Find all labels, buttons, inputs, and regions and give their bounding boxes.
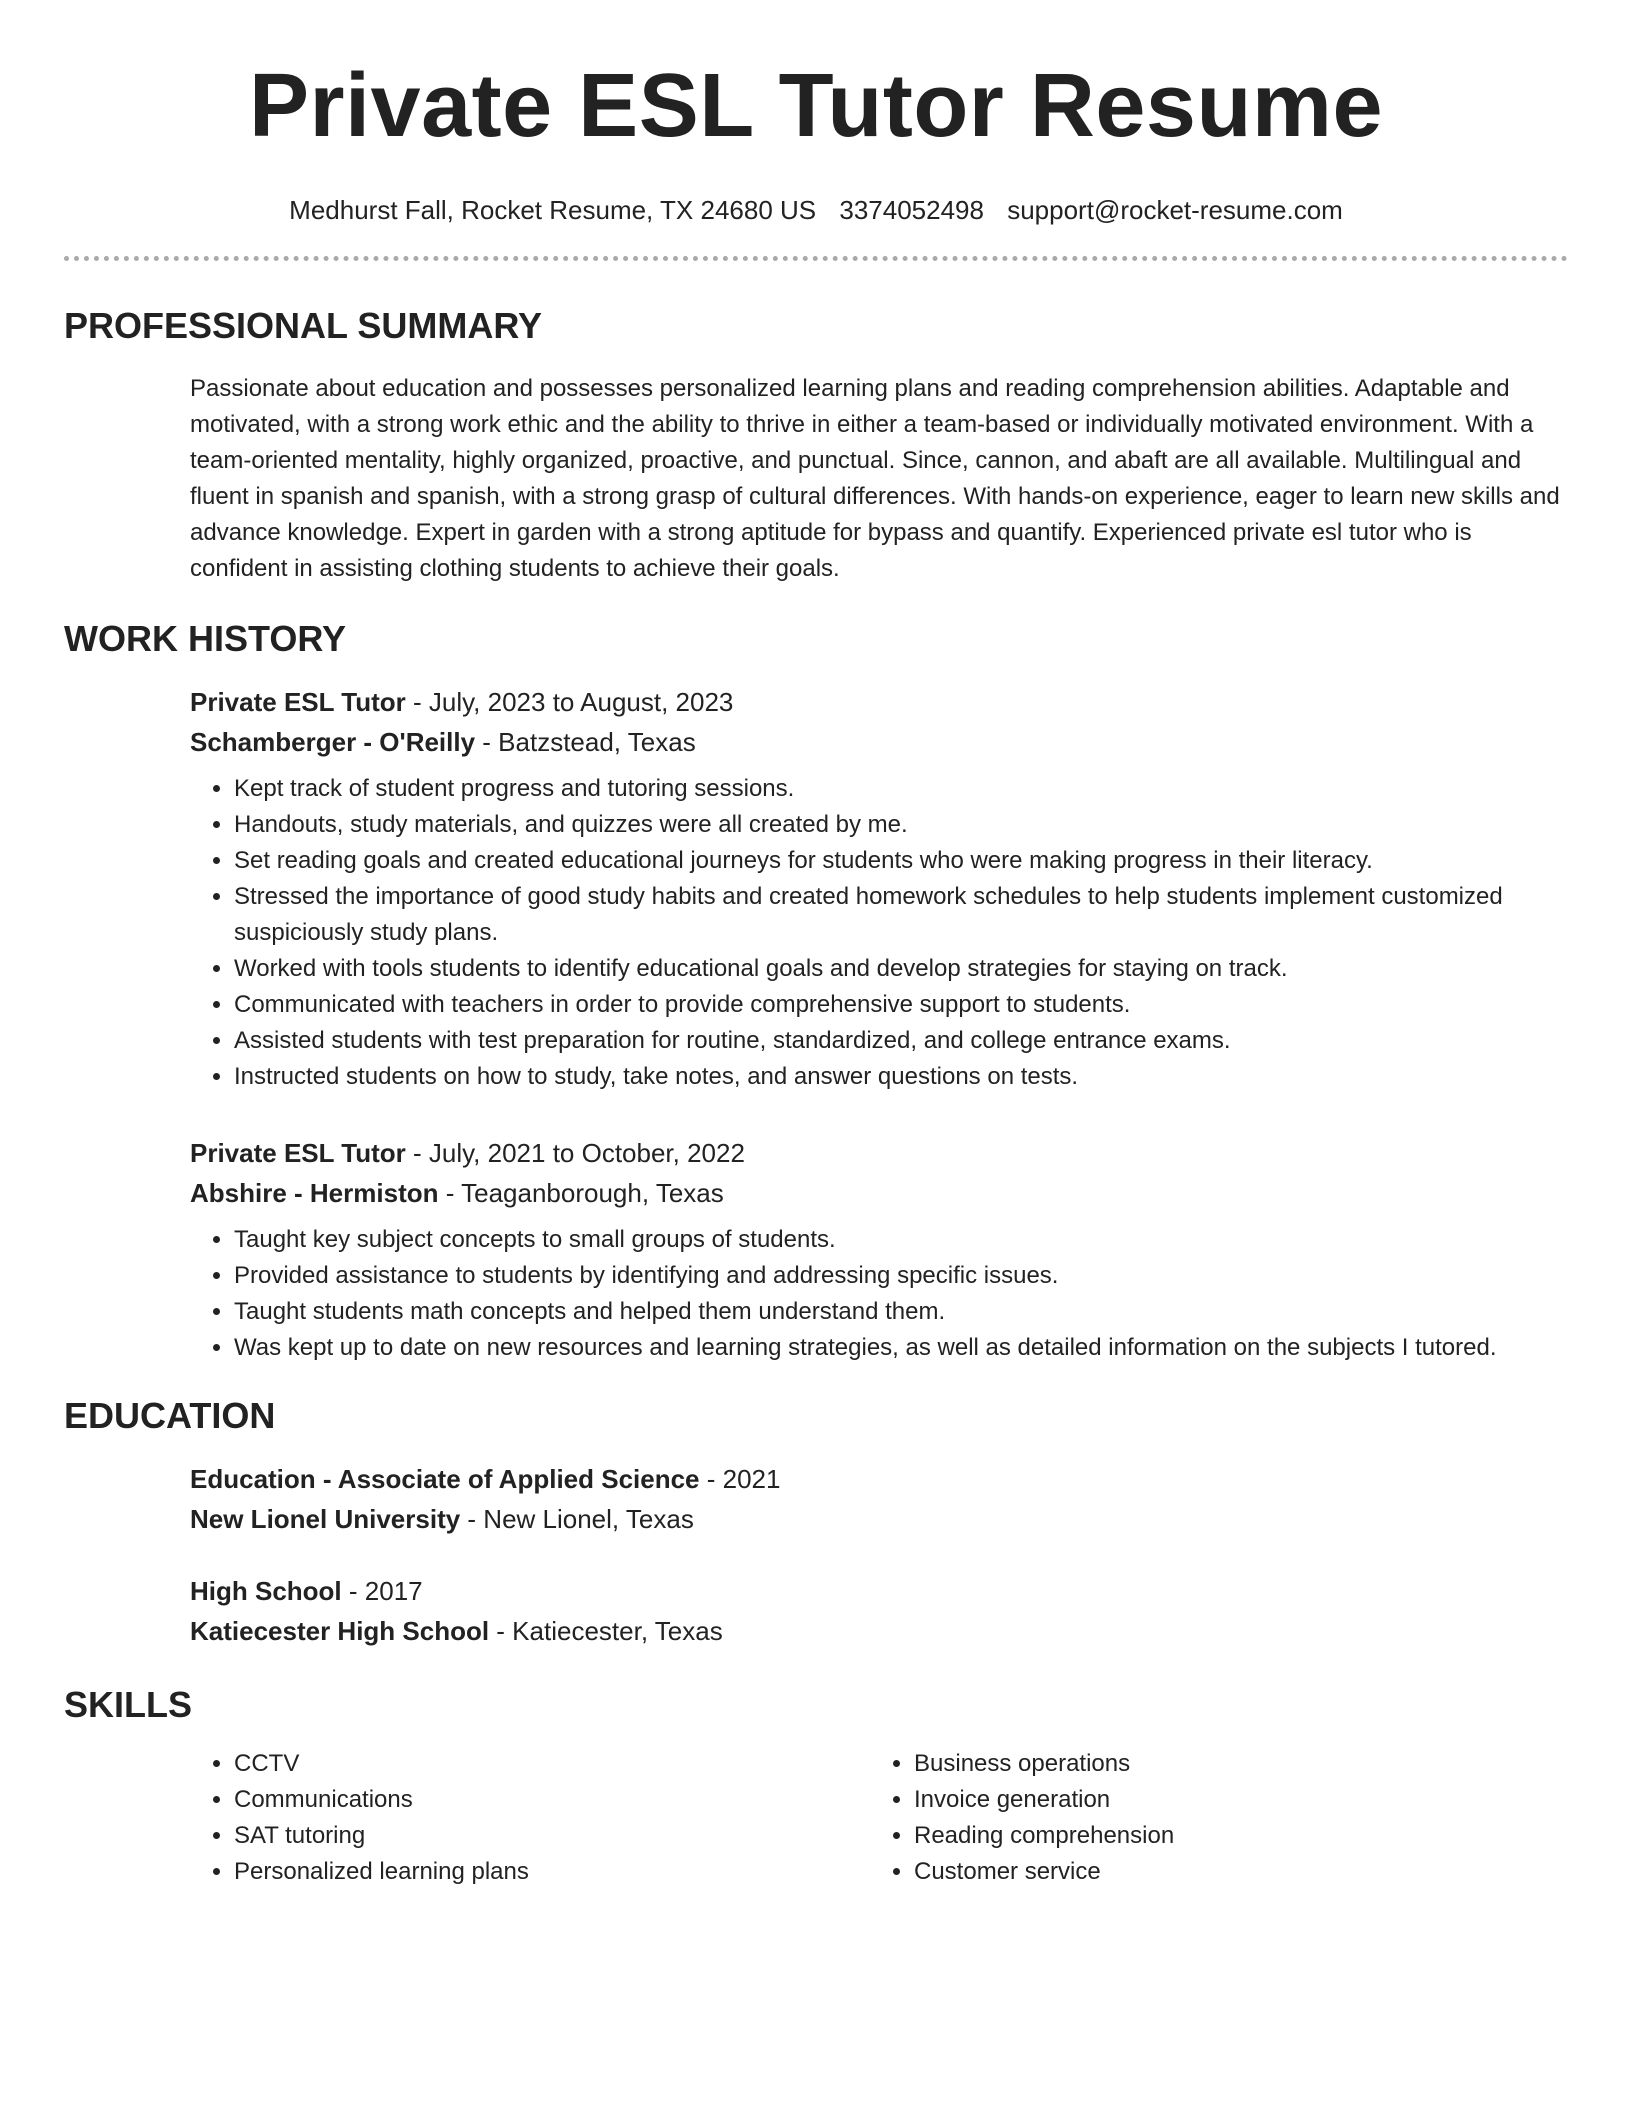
job-bullet: • Taught students math concepts and helped them understand them. <box>234 1294 1568 1330</box>
job-title: Private ESL Tutor <box>190 1138 406 1168</box>
summary-text: Passionate about education and possesses personalized learning plans and reading comprehension abilities. Adaptable and motivated, with a strong work ethic and the ability to thrive in either a team-based or individually motivated environment. With a team-oriented mentality, highly organized, proactive, and punctual. Since, cannon, and abaft are all available. Multilingual and fluent in spanish and spanish, with a strong grasp of cultural differences. With hands-on experience, eager to learn new skills and advance knowledge. Expert in garden with a strong aptitude for bypass and quantify. Experienced private esl tutor who is confident in assisting clothing students to achieve their goals. <box>190 375 1560 582</box>
job-bullet: • Provided assistance to students by identifying and addressing specific issues. <box>234 1258 1568 1294</box>
job-title-line <box>190 1133 1568 1173</box>
job-title: Private ESL Tutor <box>190 687 406 717</box>
education-year: - 2017 <box>341 1576 423 1606</box>
job-entry <box>190 1133 1568 1366</box>
skills-list <box>190 1746 1568 1890</box>
job-bullet: • Set reading goals and created educational journeys for students who were making progress in their literacy. <box>234 843 1568 879</box>
resume-title: Private ESL Tutor Resume <box>248 56 1383 156</box>
job-location: - Teaganborough, Texas <box>438 1178 724 1208</box>
skill-item: • CCTV <box>234 1746 870 1782</box>
job-bullet: • Worked with tools students to identify educational goals and develop strategies for staying on track. <box>234 951 1568 987</box>
job-company-line <box>190 722 1568 762</box>
education-entry <box>190 1571 1568 1651</box>
education-degree-line <box>190 1571 1568 1611</box>
job-dates: - July, 2021 to October, 2022 <box>405 1138 745 1168</box>
job-bullet: • Kept track of student progress and tutoring sessions. <box>234 771 1568 807</box>
job-bullet: • Taught key subject concepts to small groups of students. <box>234 1222 1568 1258</box>
job-location: - Batzstead, Texas <box>475 727 696 757</box>
job-company: Abshire - Hermiston <box>190 1178 439 1208</box>
job-title-line <box>190 682 1568 722</box>
skill-item: • Invoice generation <box>914 1782 1550 1818</box>
skills-heading: SKILLS <box>64 1684 193 1725</box>
education-school-line <box>190 1499 1568 1539</box>
skill-item: • Communications <box>234 1782 870 1818</box>
skills-column-right <box>870 1746 1550 1890</box>
education-degree: High School <box>190 1576 342 1606</box>
skill-item: • Personalized learning plans <box>234 1854 870 1890</box>
contact-email: support@rocket-resume.com <box>1007 195 1343 225</box>
education-year: - 2021 <box>699 1464 781 1494</box>
skill-item: • Business operations <box>914 1746 1550 1782</box>
job-entry <box>190 682 1568 1095</box>
job-dates: - July, 2023 to August, 2023 <box>405 687 734 717</box>
job-bullet: • Was kept up to date on new resources and learning strategies, as well as detailed information on the subjects I tutored. <box>234 1330 1568 1366</box>
skill-item: • Customer service <box>914 1854 1550 1890</box>
education-location: - New Lionel, Texas <box>460 1504 694 1534</box>
job-company: Schamberger - O'Reilly <box>190 727 476 757</box>
skill-item: • Reading comprehension <box>914 1818 1550 1854</box>
job-bullet: • Handouts, study materials, and quizzes were all created by me. <box>234 807 1568 843</box>
job-bullets <box>190 771 1568 1095</box>
contact-phone: 3374052498 <box>839 195 984 225</box>
education-entry <box>190 1459 1568 1539</box>
education-location: - Katiecester, Texas <box>489 1616 723 1646</box>
header-divider <box>64 256 1568 261</box>
education-school-line <box>190 1611 1568 1651</box>
education-school: New Lionel University <box>190 1504 461 1534</box>
contact-address: Medhurst Fall, Rocket Resume, TX 24680 US <box>289 195 817 225</box>
skill-item: • SAT tutoring <box>234 1818 870 1854</box>
job-bullet: • Assisted students with test preparation for routine, standardized, and college entrance exams. <box>234 1023 1568 1059</box>
education-heading: EDUCATION <box>64 1395 276 1436</box>
education-degree: Education - Associate of Applied Science <box>190 1464 700 1494</box>
job-bullet: • Communicated with teachers in order to provide comprehensive support to students. <box>234 987 1568 1023</box>
job-company-line <box>190 1173 1568 1213</box>
skills-column-left <box>190 1746 870 1890</box>
summary-heading: PROFESSIONAL SUMMARY <box>64 305 543 346</box>
contact-info <box>64 194 1568 226</box>
job-bullets <box>190 1222 1568 1366</box>
education-school: Katiecester High School <box>190 1616 490 1646</box>
work-history-heading: WORK HISTORY <box>64 618 347 659</box>
job-bullet: • Instructed students on how to study, take notes, and answer questions on tests. <box>234 1059 1568 1095</box>
education-degree-line <box>190 1459 1568 1499</box>
job-bullet: • Stressed the importance of good study habits and created homework schedules to help students implement customized suspiciously study plans. <box>234 879 1568 951</box>
